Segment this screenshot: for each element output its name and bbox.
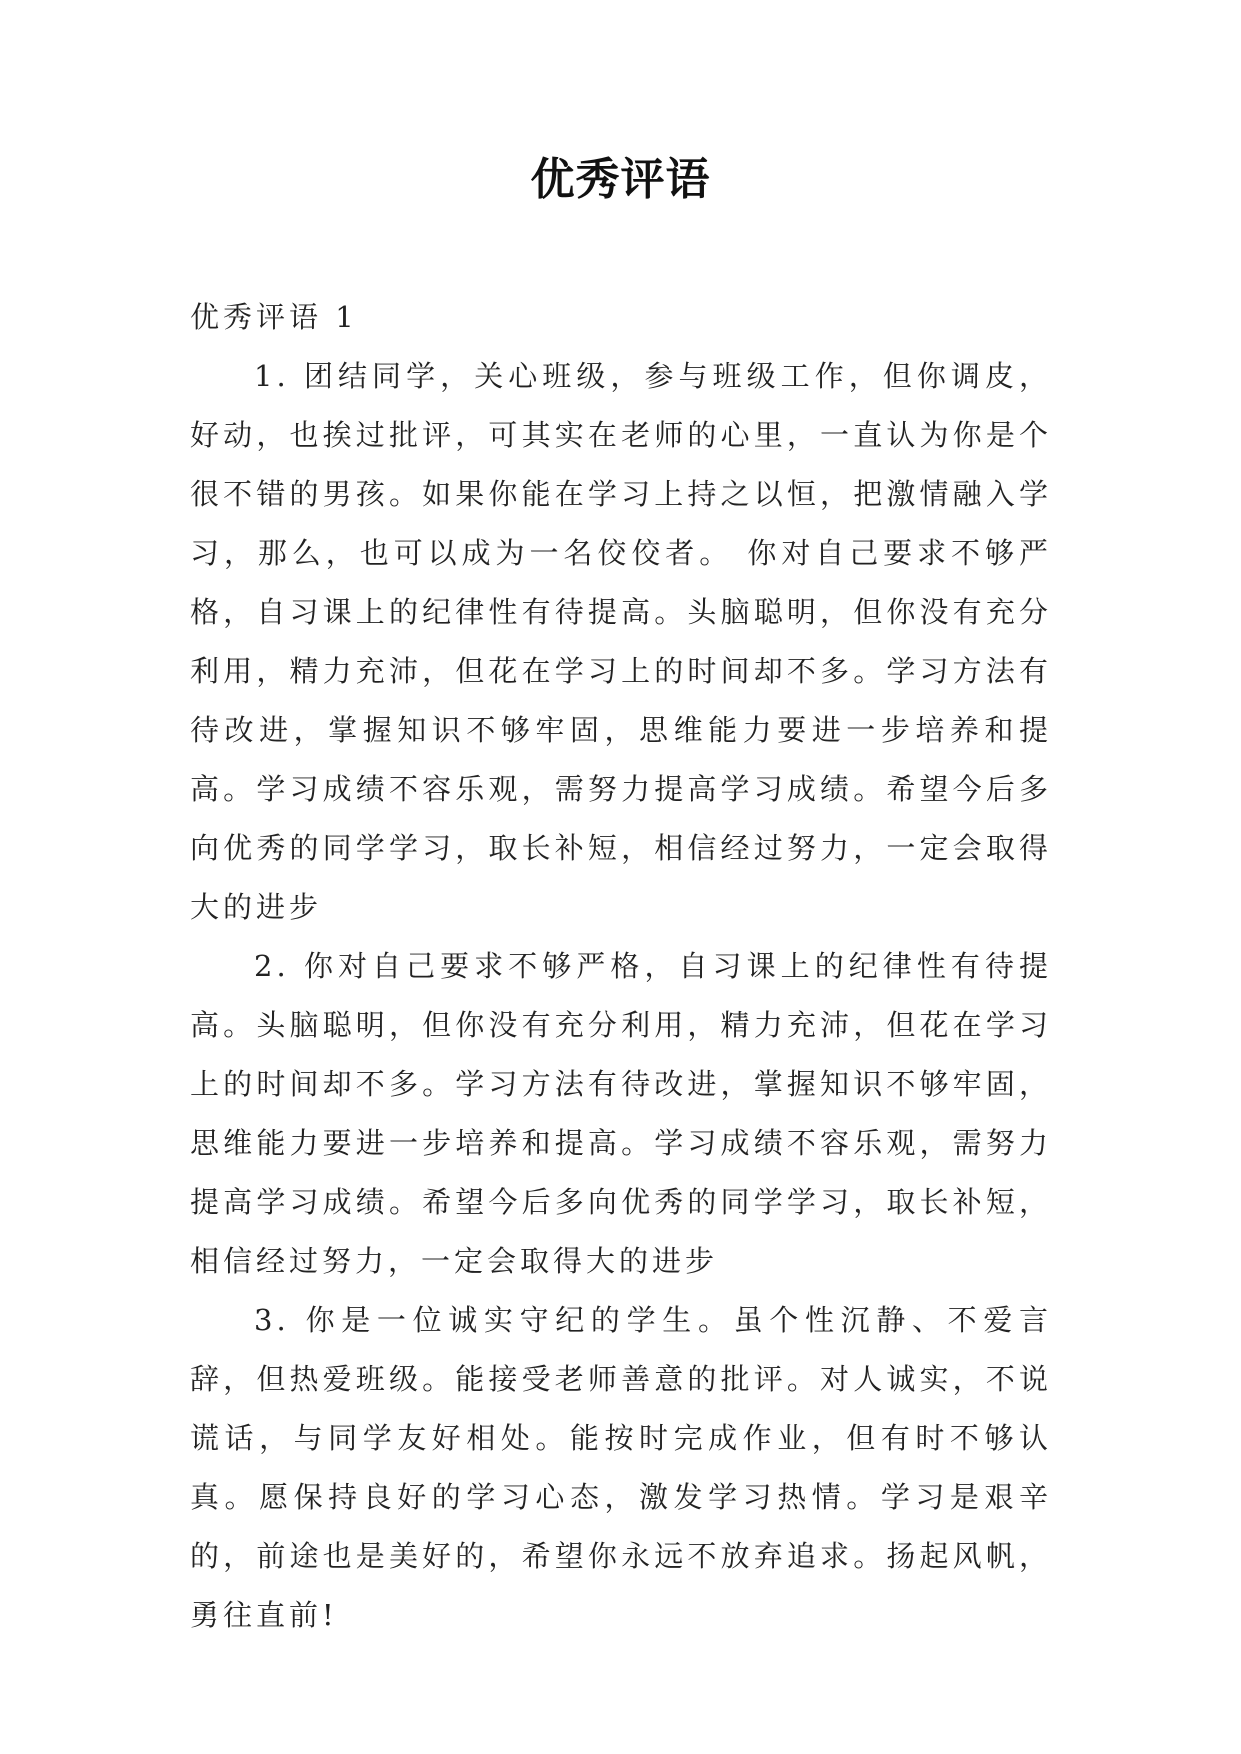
comment-text: 团结同学，关心班级，参与班级工作，但你调皮，好动，也挨过批评，可其实在老师的心里，一直认为你是个很不错的男孩。如果你能在学习上持之以恒，把激情融入学习，那么，也可以成为一名佼佼者。 你对自己要求不够严格，自习课上的纪律性有待提高。头脑聪明，但你没有充分利用，精力充沛，但花在学习上的时间却不多。学习方法有待改进，掌握知识不够牢固，思维能力要进一步培养和提高。学习成绩不容乐观，需努力提高学习成绩。希望今后多向优秀的同学学习，取长补短，相信经过努力，一定会取得大的进步 <box>190 359 1052 924</box>
document-title: 优秀评语 <box>530 154 711 205</box>
comment-text: 你是一位诚实守纪的学生。虽个性沉静、不爱言辞，但热爱班级。能接受老师善意的批评。对人诚实，不说谎话，与同学友好相处。能按时完成作业，但有时不够认真。愿保持良好的学习心态，激发学习热情。学习是艰辛的，前途也是美好的，希望你永远不放弃追求。扬起风帆，勇往直前! <box>190 1303 1052 1632</box>
document-body <box>190 288 1052 1645</box>
comment-number: 3. <box>254 1303 290 1337</box>
comment-paragraph-1 <box>190 347 1052 937</box>
section-heading: 优秀评语 1 <box>190 300 358 334</box>
comment-number: 1. <box>254 359 290 393</box>
comment-paragraph-2 <box>190 937 1052 1291</box>
comment-number: 2. <box>254 949 290 983</box>
comment-paragraph-3 <box>190 1291 1052 1645</box>
comment-text: 你对自己要求不够严格，自习课上的纪律性有待提高。头脑聪明，但你没有充分利用，精力充沛，但花在学习上的时间却不多。学习方法有待改进，掌握知识不够牢固，思维能力要进一步培养和提高。学习成绩不容乐观，需努力提高学习成绩。希望今后多向优秀的同学学习，取长补短，相信经过努力，一定会取得大的进步 <box>190 949 1052 1278</box>
